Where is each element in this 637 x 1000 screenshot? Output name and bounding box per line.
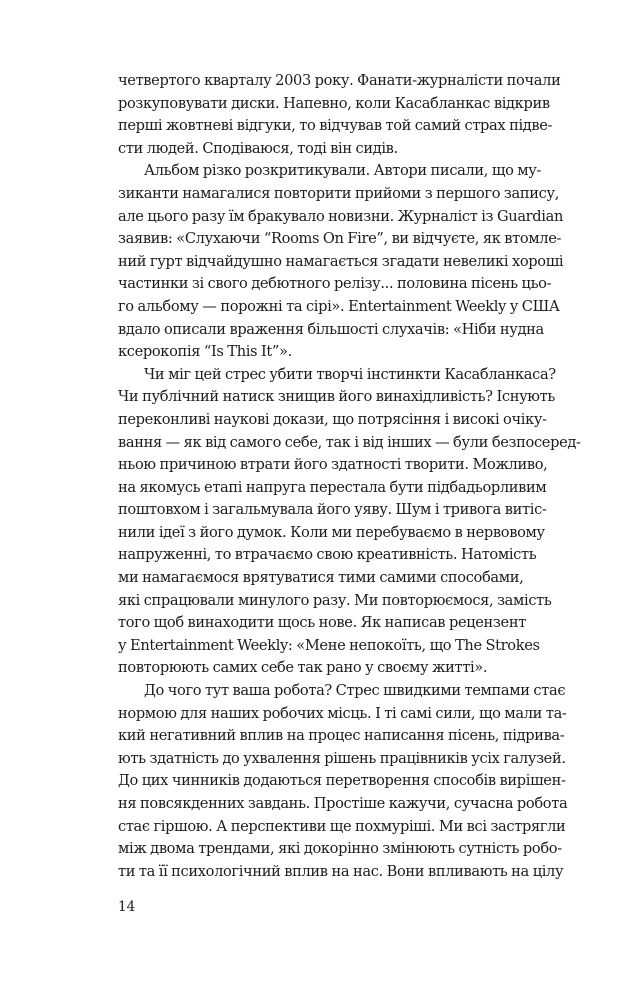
text-line: Чи публічний натиск знищив його винахідливість? Існують — [118, 388, 555, 406]
text-line: у Entertainment Weekly: «Мене непокоїть, що The Strokes — [118, 636, 540, 654]
paragraph — [118, 364, 581, 680]
text-line: на якомусь етапі напруга перестала бути підбадьорливим — [118, 478, 547, 496]
text-line: заявив: «Слухаючи “Rooms On Fire”, ви відчуєте, як втомле- — [118, 230, 562, 248]
text-line: нили ідеї з його думок. Коли ми перебуваємо в нервовому — [118, 523, 545, 541]
text-line: поштовхом і загальмувала його уяву. Шум і тривога витіс- — [118, 501, 547, 519]
text-line: ньою причиною втрати його здатності творити. Можливо, — [118, 456, 548, 474]
text-line: між двома трендами, які докорінно змінюють сутність робо- — [118, 840, 562, 858]
text-line: частинки зі свого дебютного релізу... половина пісень цьо- — [118, 275, 552, 293]
text-line: ти та її психологічний вплив на нас. Вони впливають на цілу — [118, 862, 564, 880]
text-line: До чого тут ваша робота? Стрес швидкими темпами стає — [144, 682, 566, 700]
text-line: зиканти намагалися повторити прийоми з першого запису, — [118, 184, 559, 202]
text-line: вання — як від самого себе, так і від інших — були безпосеред- — [118, 433, 581, 451]
body-text — [118, 70, 581, 883]
text-line: ксерокопія “Is This It”». — [118, 343, 292, 361]
paragraph — [118, 70, 561, 160]
text-line: напруженні, то втрачаємо свою креативність. Натомість — [118, 546, 537, 564]
text-line: До цих чинників додаються перетворення способів вирішен- — [118, 772, 566, 790]
text-line: які спрацювали минулого разу. Ми повторюємося, замість — [118, 591, 552, 609]
text-line: повторюють самих себе так рано у своєму житті». — [118, 659, 488, 677]
text-line: четвертого кварталу 2003 року. Фанати-журналісти почали — [118, 72, 561, 89]
text-line: ми намагаємося врятуватися тими самими способами, — [118, 569, 524, 587]
text-line: переконливі наукові докази, що потрясіння і високі очіку- — [118, 410, 547, 428]
text-line: але цього разу їм бракувало новизни. Журналіст із Guardian — [118, 207, 564, 225]
text-line: ний гурт відчайдушно намагається згадати невеликі хороші — [118, 252, 564, 270]
text-line: кий негативний вплив на процес написання пісень, підрива- — [118, 727, 565, 745]
text-line: Альбом різко розкритикували. Автори писали, що му- — [144, 162, 542, 180]
text-line: нормою для наших робочих місць. І ті самі сили, що мали та- — [118, 704, 567, 722]
text-line: перші жовтневі відгуки, то відчував той самий страх підве- — [118, 117, 553, 135]
paragraph — [118, 160, 564, 363]
text-line: вдало описали враження більшості слухачів: «Ніби нудна — [118, 320, 544, 338]
text-line: розкуповувати диски. Напевно, коли Касабланкас відкрив — [118, 94, 550, 112]
text-line: того щоб винаходити щось нове. Як написав рецензент — [118, 614, 526, 632]
text-line: сти людей. Сподіваюся, тоді він сидів. — [118, 139, 398, 157]
text-line: Чи міг цей стрес убити творчі інстинкти Касабланкаса? — [144, 365, 556, 383]
text-line: стає гіршою. А перспективи ще похмуріші. Ми всі застрягли — [118, 817, 566, 835]
text-line: ня повсякденних завдань. Простіше кажучи, сучасна робота — [118, 795, 568, 812]
page-number: 14 — [118, 899, 136, 915]
text-line: го альбому — порожні та сірі». Entertainment Weekly у США — [118, 297, 560, 315]
text-line: ють здатність до ухвалення рішень працівників усіх галузей. — [118, 749, 566, 767]
paragraph — [118, 680, 568, 883]
